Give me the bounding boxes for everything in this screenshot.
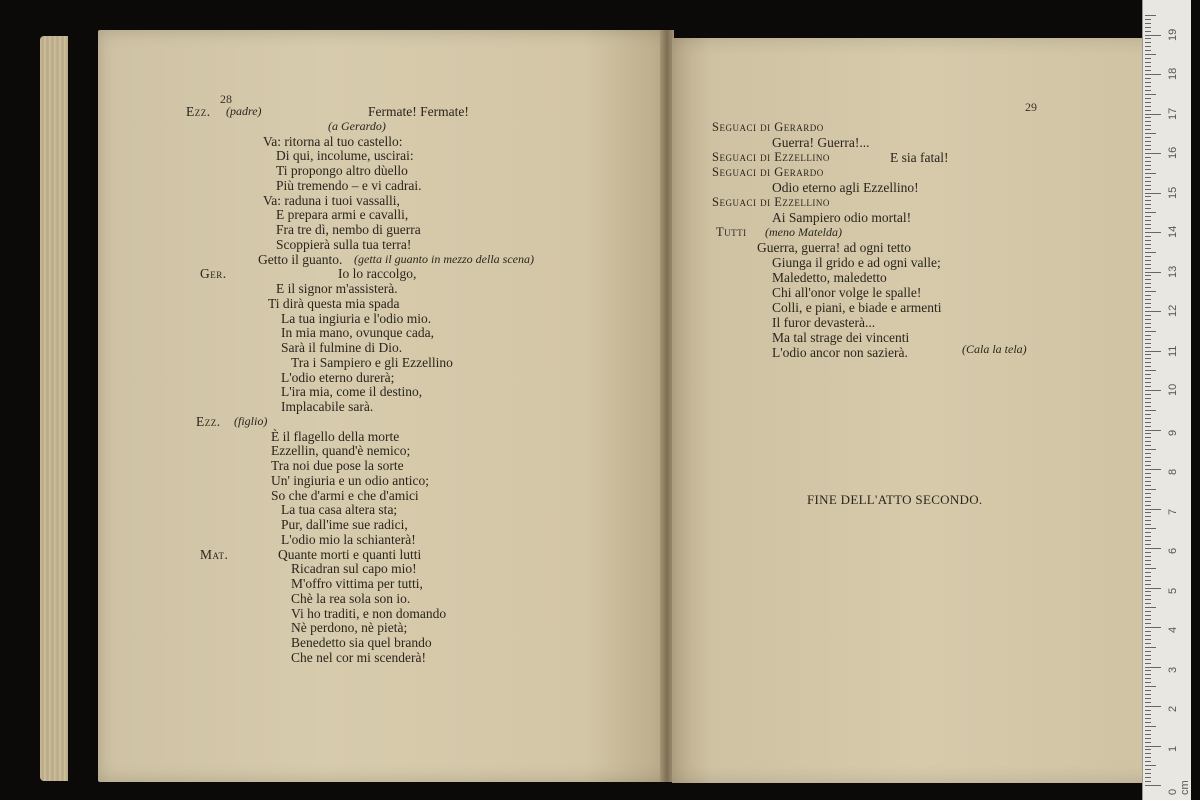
ruler-tick xyxy=(1145,422,1151,423)
ruler-tick xyxy=(1145,730,1151,731)
ruler-number: 2 xyxy=(1167,705,1179,712)
verse-line: Scoppierà sulla tua terra! xyxy=(276,236,412,252)
ruler-tick xyxy=(1145,757,1151,758)
ruler-tick xyxy=(1145,659,1151,660)
ruler-tick xyxy=(1145,544,1151,545)
ruler-tick xyxy=(1145,252,1156,253)
stage-direction-curtain: (Cala la tela) xyxy=(962,342,1027,356)
ruler-tick xyxy=(1145,220,1151,221)
ruler-tick xyxy=(1145,224,1151,225)
ruler-tick xyxy=(1145,678,1151,679)
ruler-tick xyxy=(1145,204,1151,205)
ruler-tick xyxy=(1145,339,1151,340)
ruler-tick xyxy=(1145,445,1151,446)
ruler-tick xyxy=(1145,153,1161,154)
ruler-tick xyxy=(1145,106,1151,107)
ruler-tick xyxy=(1145,453,1151,454)
ruler-tick xyxy=(1145,287,1151,288)
ruler-tick xyxy=(1145,351,1161,352)
ruler-tick xyxy=(1145,512,1151,513)
ruler-tick xyxy=(1145,560,1151,561)
verse-line: Ezzellin, quand'è nemico; xyxy=(271,443,411,459)
ruler-tick xyxy=(1145,94,1156,95)
verse-line: Fra tre dì, nembo di guerra xyxy=(276,222,421,237)
ruler-tick xyxy=(1145,584,1151,585)
ruler-tick xyxy=(1145,129,1151,130)
verse-line: Va: raduna i tuoi vassalli, xyxy=(263,192,400,208)
ruler-tick xyxy=(1145,74,1161,75)
ruler-number: 5 xyxy=(1167,587,1179,594)
ruler-tick xyxy=(1145,19,1151,20)
ruler-number: 17 xyxy=(1167,107,1179,120)
ruler-tick xyxy=(1145,406,1151,407)
ruler-tick xyxy=(1145,631,1151,632)
ruler-tick xyxy=(1145,31,1151,32)
ruler-tick xyxy=(1145,694,1151,695)
ruler-tick xyxy=(1145,556,1151,557)
ruler-tick xyxy=(1145,193,1161,194)
ruler-tick xyxy=(1145,418,1151,419)
ruler-number: 1 xyxy=(1167,745,1179,752)
ruler-tick xyxy=(1145,244,1151,245)
speaker-label: Seguaci di Gerardo xyxy=(712,165,824,179)
ruler-tick xyxy=(1145,639,1151,640)
ruler-tick xyxy=(1145,591,1151,592)
ruler-tick xyxy=(1145,785,1161,786)
verse-line: Implacabile sarà. xyxy=(281,399,374,414)
verse-line: Ti dirà questa mia spada xyxy=(268,295,400,311)
ruler-tick xyxy=(1145,62,1151,63)
ruler-tick xyxy=(1145,426,1151,427)
ruler-number: 16 xyxy=(1167,146,1179,159)
speaker-label: Ger. xyxy=(200,266,227,282)
ruler-number: 3 xyxy=(1167,666,1179,673)
speaker-label: Ezz. xyxy=(186,104,211,119)
ruler-tick xyxy=(1145,382,1151,383)
speaker-note: (meno Matelda) xyxy=(765,225,842,239)
ruler-tick xyxy=(1145,469,1161,470)
verse-line: Giunga il grido e ad ogni valle; xyxy=(772,255,941,270)
ruler-tick xyxy=(1145,335,1151,336)
verse-line: Nè perdono, nè pietà; xyxy=(291,620,408,636)
verse-line: Benedetto sia quel brando xyxy=(291,635,432,650)
ruler-tick xyxy=(1145,473,1151,474)
ruler-tick xyxy=(1145,603,1151,604)
ruler-tick xyxy=(1145,307,1151,308)
verse-line: In mia mano, ovunque cada, xyxy=(281,325,434,341)
ruler-tick xyxy=(1145,746,1161,747)
ruler-tick xyxy=(1145,410,1156,411)
ruler-tick xyxy=(1145,327,1151,328)
ruler-tick xyxy=(1145,200,1151,201)
verse-line: Maledetto, maledetto xyxy=(772,270,887,285)
verse-line: Colli, e piani, e biade e armenti xyxy=(772,300,942,315)
ruler-tick xyxy=(1145,615,1151,616)
ruler-tick xyxy=(1145,145,1151,146)
ruler-tick xyxy=(1145,702,1151,703)
ruler-tick xyxy=(1145,311,1161,312)
ruler-tick xyxy=(1145,212,1156,213)
ruler-tick xyxy=(1145,70,1151,71)
ruler-tick xyxy=(1145,82,1151,83)
ruler-tick xyxy=(1145,738,1151,739)
ruler-tick xyxy=(1145,607,1156,608)
ruler-number: 12 xyxy=(1167,304,1179,317)
ruler-tick xyxy=(1145,374,1151,375)
ruler-tick xyxy=(1145,414,1151,415)
ruler-tick xyxy=(1145,133,1156,134)
verse-line: E sia fatal! xyxy=(890,150,949,165)
ruler-tick xyxy=(1145,674,1151,675)
ruler-tick xyxy=(1145,366,1151,367)
ruler-tick xyxy=(1145,528,1156,529)
ruler-tick xyxy=(1145,27,1151,28)
ruler-tick xyxy=(1145,394,1151,395)
ruler-tick xyxy=(1145,54,1156,55)
ruler-tick xyxy=(1145,734,1151,735)
ruler-tick xyxy=(1145,726,1156,727)
ruler-tick xyxy=(1145,248,1151,249)
ruler-tick xyxy=(1145,769,1151,770)
ruler-tick xyxy=(1145,520,1151,521)
ruler-tick xyxy=(1145,524,1151,525)
verse-line: Pur, dall'ime sue radici, xyxy=(281,517,408,532)
ruler-tick xyxy=(1145,331,1156,332)
ruler-number: 7 xyxy=(1167,508,1179,515)
ruler-tick xyxy=(1145,493,1151,494)
ruler-tick xyxy=(1145,291,1156,292)
verse-line: Ai Sampiero odio mortal! xyxy=(772,210,912,225)
ruler-tick xyxy=(1145,635,1151,636)
verse-line: Odio eterno agli Ezzellino! xyxy=(772,180,919,195)
ruler-tick xyxy=(1145,698,1151,699)
ruler-tick xyxy=(1145,765,1156,766)
ruler-tick xyxy=(1145,378,1151,379)
ruler-tick xyxy=(1145,181,1151,182)
ruler-tick xyxy=(1145,125,1151,126)
ruler-tick xyxy=(1145,98,1151,99)
verse-line: Getto il guanto. xyxy=(258,251,343,267)
ruler-tick xyxy=(1145,299,1151,300)
ruler-tick xyxy=(1145,441,1151,442)
ruler-number: 15 xyxy=(1167,186,1179,199)
speaker-note: (padre) xyxy=(226,104,262,118)
ruler-tick xyxy=(1145,23,1151,24)
speaker-label: Seguaci di Gerardo xyxy=(712,120,824,134)
ruler-tick xyxy=(1145,722,1151,723)
ruler-number: 11 xyxy=(1167,345,1179,357)
page-number-left: 28 xyxy=(220,92,232,106)
ruler-tick xyxy=(1145,572,1151,573)
verse-line: Guerra! Guerra!... xyxy=(772,135,870,150)
ruler-tick xyxy=(1145,773,1151,774)
verse-line: Ricadran sul capo mio! xyxy=(291,561,417,577)
ruler-tick xyxy=(1145,295,1151,296)
right-page xyxy=(672,38,1160,783)
verse-line: E il signor m'assisterà. xyxy=(276,281,398,296)
ruler-tick xyxy=(1145,670,1151,671)
ruler-tick xyxy=(1145,690,1151,691)
ruler-number: 13 xyxy=(1167,265,1179,278)
ruler-tick xyxy=(1145,398,1151,399)
ruler-tick xyxy=(1145,370,1156,371)
ruler-tick xyxy=(1145,157,1151,158)
ruler-tick xyxy=(1145,272,1161,273)
ruler-tick xyxy=(1145,319,1151,320)
ruler-tick xyxy=(1145,552,1151,553)
ruler-tick xyxy=(1145,189,1151,190)
ruler-tick xyxy=(1145,303,1151,304)
ruler-tick xyxy=(1145,354,1151,355)
ruler-tick xyxy=(1145,315,1151,316)
ruler-tick xyxy=(1145,647,1156,648)
ruler-tick xyxy=(1145,509,1161,510)
ruler-tick xyxy=(1145,358,1151,359)
ruler-tick xyxy=(1145,536,1151,537)
ruler-tick xyxy=(1145,465,1151,466)
ruler-tick xyxy=(1145,117,1151,118)
ruler-tick xyxy=(1145,141,1151,142)
page-number-right: 29 xyxy=(1025,100,1037,114)
speaker-note: (figlio) xyxy=(234,413,268,428)
ruler-tick xyxy=(1145,516,1151,517)
ruler-tick xyxy=(1145,761,1151,762)
ruler-tick xyxy=(1145,682,1151,683)
ruler-tick xyxy=(1145,268,1151,269)
ruler-tick xyxy=(1145,742,1151,743)
open-book xyxy=(60,30,1140,790)
ruler-tick xyxy=(1145,15,1156,16)
ruler-tick xyxy=(1145,46,1151,47)
left-page xyxy=(98,30,670,782)
ruler-tick xyxy=(1145,58,1151,59)
ruler-tick xyxy=(1145,232,1161,233)
ruler-tick xyxy=(1145,749,1151,750)
ruler-tick xyxy=(1145,323,1151,324)
ruler-tick xyxy=(1145,457,1151,458)
verse-line: Quante morti e quanti lutti xyxy=(278,546,422,562)
ruler-tick xyxy=(1145,540,1151,541)
verse-line: La tua ingiuria e l'odio mio. xyxy=(281,310,432,326)
ruler-tick xyxy=(1145,216,1151,217)
verse-line: Vi ho traditi, e non domando xyxy=(291,605,447,621)
ruler-tick xyxy=(1145,706,1161,707)
measuring-ruler xyxy=(1142,0,1191,800)
ruler-tick xyxy=(1145,137,1151,138)
ruler-tick xyxy=(1145,718,1151,719)
ruler-number: 18 xyxy=(1167,67,1179,80)
ruler-tick xyxy=(1145,386,1151,387)
ruler-tick xyxy=(1145,240,1151,241)
ruler-tick xyxy=(1145,169,1151,170)
verse-line: Ti propongo altro dùello xyxy=(276,163,408,178)
verse-line: M'offro vittima per tutti, xyxy=(291,576,423,591)
verse-line: Va: ritorna al tuo castello: xyxy=(263,133,403,149)
stage-direction-glove: (getta il guanto in mezzo della scena) xyxy=(354,251,534,266)
verse-line: Chi all'onor volge le spalle! xyxy=(772,285,922,300)
ruler-tick xyxy=(1145,501,1151,502)
verse-line: Io lo raccolgo, xyxy=(338,266,417,282)
ruler-tick xyxy=(1145,90,1151,91)
verse-line: (a Gerardo) xyxy=(328,118,386,133)
ruler-number: 9 xyxy=(1167,429,1179,436)
ruler-tick xyxy=(1145,66,1151,67)
ruler-tick xyxy=(1145,643,1151,644)
ruler-tick xyxy=(1145,35,1161,36)
ruler-tick xyxy=(1145,686,1156,687)
verse-line: So che d'armi e che d'amici xyxy=(271,487,419,503)
speaker-label: Mat. xyxy=(200,546,229,562)
ruler-tick xyxy=(1145,461,1151,462)
ruler-tick xyxy=(1145,599,1151,600)
page-edges xyxy=(40,36,68,781)
ruler-number: 10 xyxy=(1167,383,1179,396)
verse-line: Ma tal strage dei vincenti xyxy=(772,330,910,345)
ruler-tick xyxy=(1145,477,1151,478)
ruler-tick xyxy=(1145,710,1151,711)
ruler-tick xyxy=(1145,568,1156,569)
ruler-tick xyxy=(1145,485,1151,486)
ruler-number: 19 xyxy=(1167,28,1179,41)
ruler-number: 8 xyxy=(1167,468,1179,475)
verse-line: Il furor devasterà... xyxy=(772,315,876,330)
ruler-tick xyxy=(1145,564,1151,565)
verse-line: Fermate! Fermate! xyxy=(368,104,469,119)
ruler-tick xyxy=(1145,347,1151,348)
ruler-tick xyxy=(1145,102,1151,103)
ruler-tick xyxy=(1145,165,1151,166)
ruler-tick xyxy=(1145,38,1151,39)
ruler-tick xyxy=(1145,663,1151,664)
ruler-tick xyxy=(1145,161,1151,162)
ruler-tick xyxy=(1145,362,1151,363)
ruler-tick xyxy=(1145,42,1151,43)
ruler-tick xyxy=(1145,275,1151,276)
ruler-tick xyxy=(1145,279,1151,280)
verse-line: L'odio ancor non sazierà. xyxy=(772,345,908,360)
verse-line: Di qui, incolume, uscirai: xyxy=(276,148,414,164)
act-end-title: FINE DELL'ATTO SECONDO. xyxy=(807,492,983,507)
speaker-label: Tutti xyxy=(716,225,747,239)
ruler-tick xyxy=(1145,177,1151,178)
ruler-tick xyxy=(1145,283,1151,284)
ruler-tick xyxy=(1145,264,1151,265)
ruler-tick xyxy=(1145,611,1151,612)
ruler-tick xyxy=(1145,651,1151,652)
ruler-tick xyxy=(1145,256,1151,257)
ruler-tick xyxy=(1145,548,1161,549)
ruler-tick xyxy=(1145,78,1151,79)
ruler-tick xyxy=(1145,781,1151,782)
ruler-tick xyxy=(1145,343,1151,344)
ruler-tick xyxy=(1145,497,1151,498)
ruler-tick xyxy=(1145,580,1151,581)
ruler-tick xyxy=(1145,623,1151,624)
ruler-tick xyxy=(1145,576,1151,577)
verse-line: L'ira mia, come il destino, xyxy=(281,384,423,400)
ruler-tick xyxy=(1145,173,1156,174)
ruler-tick xyxy=(1145,260,1151,261)
ruler-tick xyxy=(1145,714,1151,715)
ruler-zero-label: 0 cm xyxy=(1167,780,1191,795)
ruler-tick xyxy=(1145,114,1161,115)
ruler-tick xyxy=(1145,619,1151,620)
ruler-tick xyxy=(1145,627,1161,628)
ruler-tick xyxy=(1145,588,1161,589)
verse-line: Tra i Sampiero e gli Ezzellino xyxy=(291,354,453,370)
ruler-tick xyxy=(1145,430,1161,431)
ruler-tick xyxy=(1145,228,1151,229)
ruler-tick xyxy=(1145,208,1151,209)
ruler-number: 14 xyxy=(1167,225,1179,238)
verse-line: E prepara armi e cavalli, xyxy=(276,207,409,223)
ruler-tick xyxy=(1145,433,1151,434)
ruler-tick xyxy=(1145,185,1151,186)
ruler-tick xyxy=(1145,505,1151,506)
verse-line: L'odio mio la schianterà! xyxy=(281,531,416,547)
ruler-tick xyxy=(1145,86,1151,87)
ruler-tick xyxy=(1145,121,1151,122)
verse-line: Sarà il fulmine di Dio. xyxy=(281,340,403,355)
ruler-tick xyxy=(1145,449,1156,450)
ruler-tick xyxy=(1145,196,1151,197)
verse-line: L'odio eterno durerà; xyxy=(281,369,395,385)
ruler-tick xyxy=(1145,489,1156,490)
ruler-tick xyxy=(1145,655,1151,656)
verse-line: Un' ingiuria e un odio antico; xyxy=(271,472,430,488)
ruler-tick xyxy=(1145,149,1151,150)
speaker-label: Seguaci di Ezzellino xyxy=(712,150,830,164)
ruler-tick xyxy=(1145,532,1151,533)
verse-line: Chè la rea sola son io. xyxy=(291,590,411,606)
ruler-tick xyxy=(1145,50,1151,51)
verse-line: Tra noi due pose la sorte xyxy=(271,458,404,473)
verse-line: Che nel cor mi scenderà! xyxy=(291,649,426,665)
ruler-tick xyxy=(1145,236,1151,237)
ruler-tick xyxy=(1145,595,1151,596)
ruler-tick xyxy=(1145,777,1151,778)
speaker-label: Ezz. xyxy=(196,413,221,429)
ruler-number: 6 xyxy=(1167,547,1179,554)
ruler-tick xyxy=(1145,753,1151,754)
ruler-tick xyxy=(1145,110,1151,111)
verse-line: Più tremendo – e vi cadrai. xyxy=(276,177,422,193)
ruler-tick xyxy=(1145,390,1161,391)
verse-line: Guerra, guerra! ad ogni tetto xyxy=(757,240,912,255)
ruler-tick xyxy=(1145,481,1151,482)
verse-line: La tua casa altera sta; xyxy=(281,502,398,518)
speaker-label: Seguaci di Ezzellino xyxy=(712,195,830,209)
ruler-tick xyxy=(1145,437,1151,438)
verse-line: È il flagello della morte xyxy=(271,428,400,444)
ruler-tick xyxy=(1145,667,1161,668)
ruler-tick xyxy=(1145,402,1151,403)
ruler-number: 4 xyxy=(1167,626,1179,633)
